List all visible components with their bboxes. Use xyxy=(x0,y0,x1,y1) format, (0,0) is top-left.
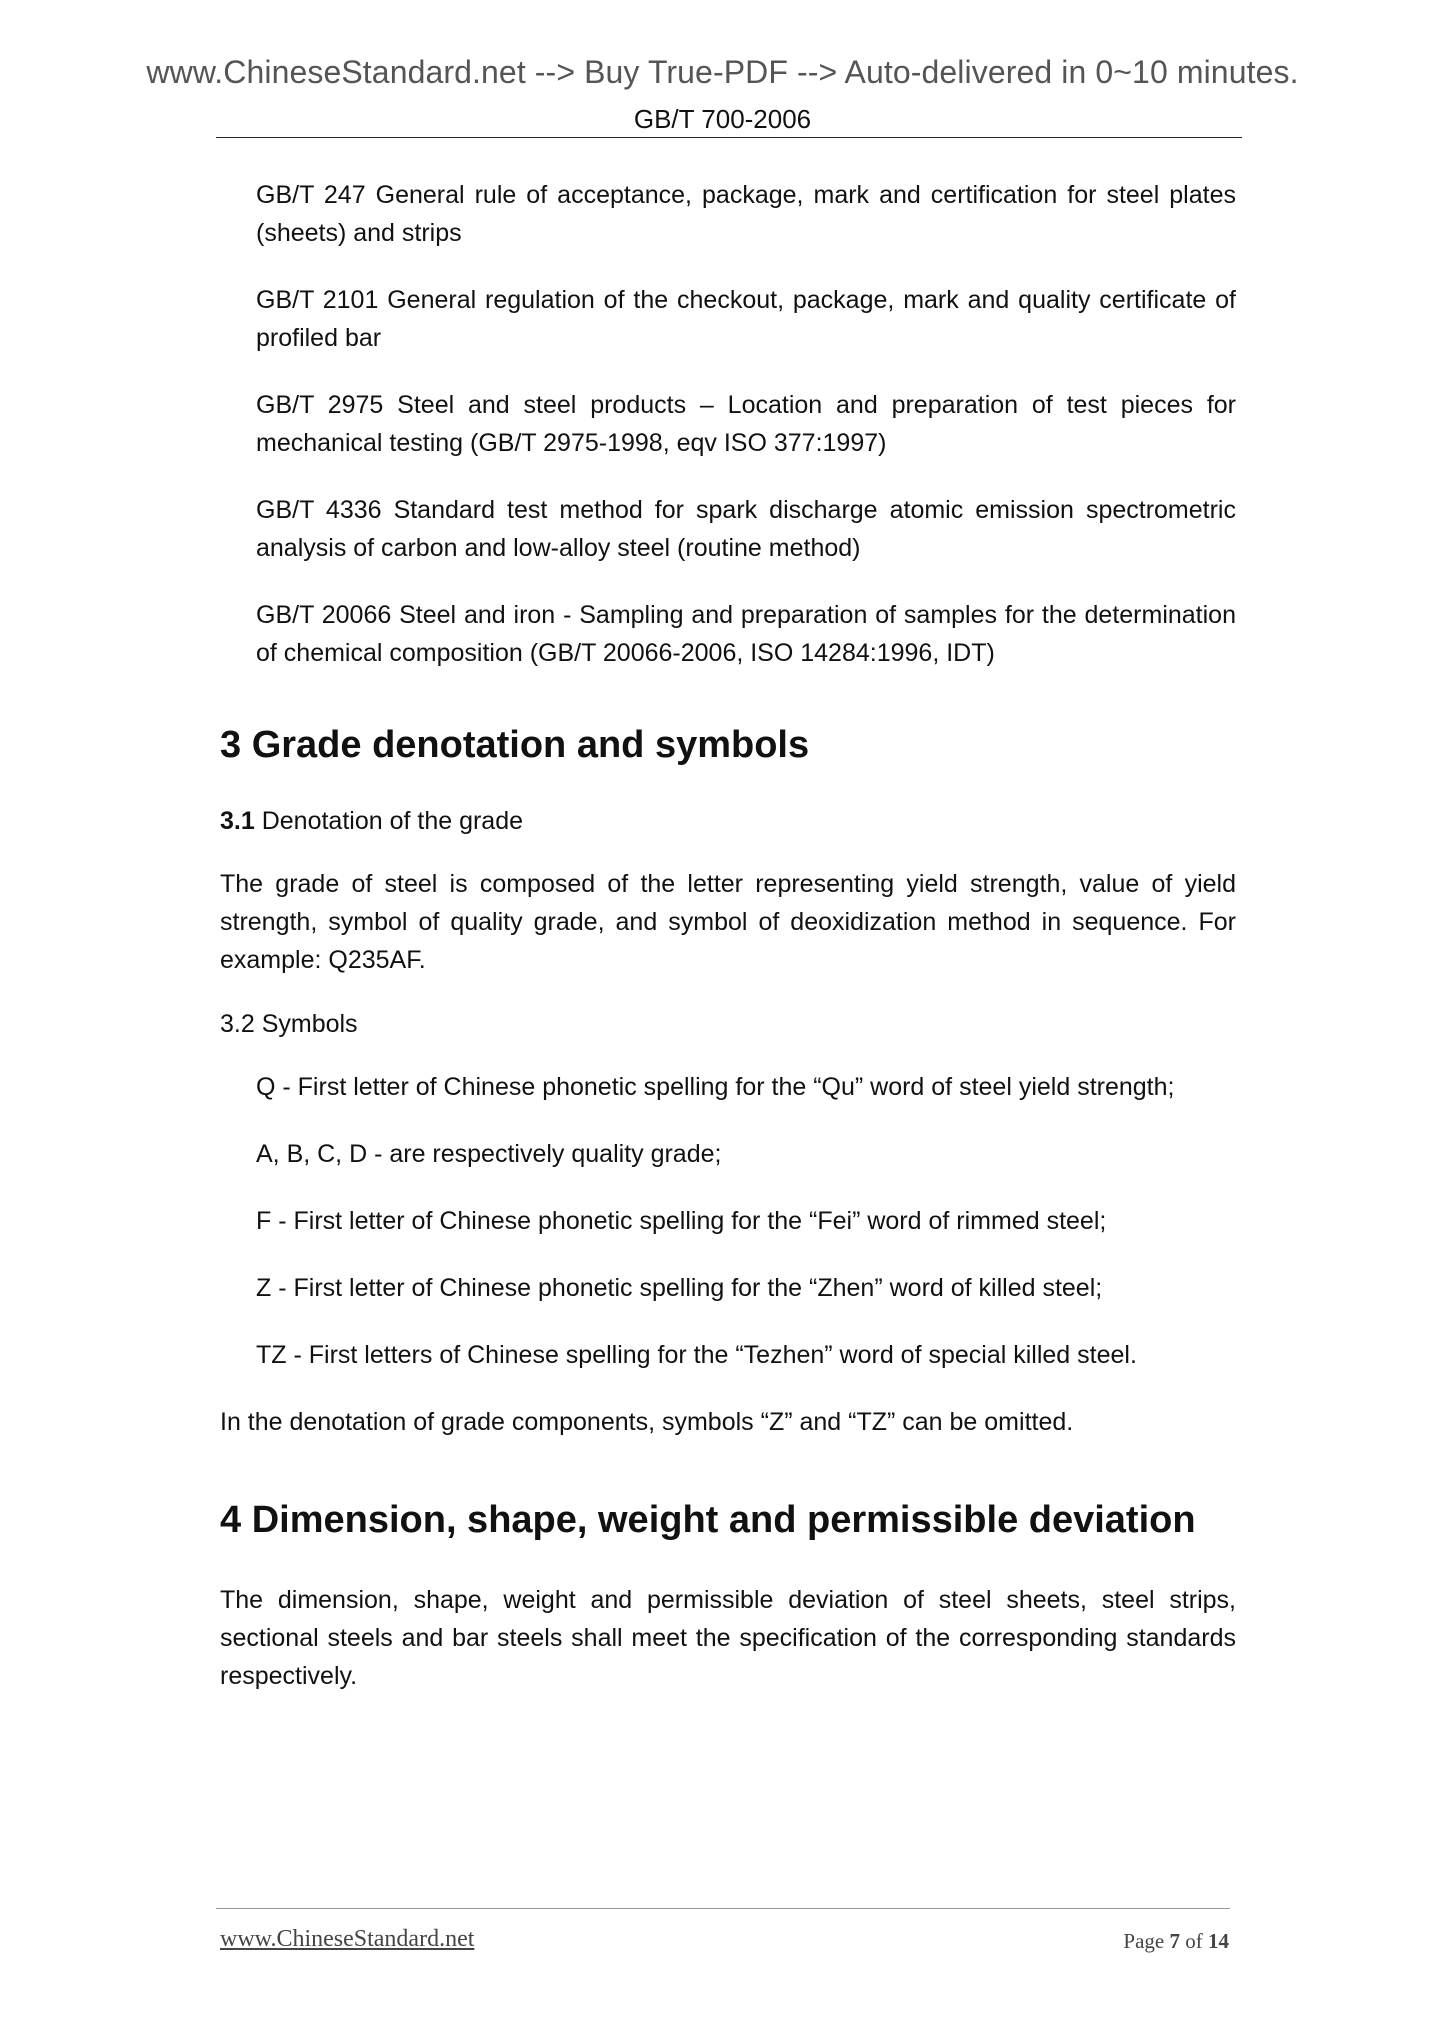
symbol-quality-grades: A, B, C, D - are respectively quality grade; xyxy=(256,1140,722,1168)
section-3-heading: 3 Grade denotation and symbols xyxy=(220,724,810,766)
omission-note: In the denotation of grade components, symbols “Z” and “TZ” can be omitted. xyxy=(220,1408,1074,1436)
reference-gbt-4336: GB/T 4336 Standard test method for spark discharge atomic emission spectrometric analysis of carbon and low-alloy steel (routine method) xyxy=(256,496,1236,562)
subsection-3-1-number: 3.1 xyxy=(220,807,255,835)
symbol-q: Q - First letter of Chinese phonetic spelling for the “Qu” word of steel yield strength; xyxy=(256,1073,1175,1101)
header-divider xyxy=(216,137,1242,138)
symbol-z: Z - First letter of Chinese phonetic spelling for the “Zhen” word of killed steel; xyxy=(256,1274,1103,1302)
dimension-paragraph: The dimension, shape, weight and permissible deviation of steel sheets, steel strips, sectional steels and bar steels shall meet the specification of the corresponding standards respectively. xyxy=(220,1586,1236,1690)
reference-gbt-247: GB/T 247 General rule of acceptance, package, mark and certification for steel plates (sheets) and strips xyxy=(256,181,1236,247)
standard-number: GB/T 700-2006 xyxy=(633,104,812,134)
subsection-3-1-title: Denotation of the grade xyxy=(261,807,524,835)
page-prefix: Page xyxy=(1123,1929,1165,1953)
subsection-3-2-heading: 3.2 Symbols xyxy=(220,1010,358,1038)
symbol-f: F - First letter of Chinese phonetic spelling for the “Fei” word of rimmed steel; xyxy=(256,1207,1107,1235)
footer-website-link[interactable]: www.ChineseStandard.net xyxy=(220,1926,475,1952)
page-total: 14 xyxy=(1208,1929,1229,1953)
subsection-3-1-heading xyxy=(220,802,1236,840)
reference-gbt-2975: GB/T 2975 Steel and steel products – Location and preparation of test pieces for mechanical testing (GB/T 2975-1998, eqv ISO 377:1997) xyxy=(256,391,1236,457)
header-banner: www.ChineseStandard.net --> Buy True-PDF --> Auto-delivered in 0~10 minutes. xyxy=(146,54,1299,90)
grade-denotation-paragraph: The grade of steel is composed of the letter representing yield strength, value of yield strength, symbol of quality grade, and symbol of deoxidization method in sequence. For example: Q235AF. xyxy=(220,870,1236,974)
page-of: of xyxy=(1185,1929,1203,1953)
symbol-tz: TZ - First letters of Chinese spelling for the “Tezhen” word of special killed steel. xyxy=(256,1341,1137,1369)
page-current: 7 xyxy=(1169,1929,1180,1953)
section-4-heading: 4 Dimension, shape, weight and permissible deviation xyxy=(220,1499,1196,1541)
page-body xyxy=(220,176,1236,1721)
footer-divider xyxy=(216,1908,1230,1909)
page-number xyxy=(1123,1929,1229,1954)
reference-gbt-2101: GB/T 2101 General regulation of the checkout, package, mark and quality certificate of profiled bar xyxy=(256,286,1236,352)
reference-gbt-20066: GB/T 20066 Steel and iron - Sampling and preparation of samples for the determination of chemical composition (GB/T 20066-2006, ISO 14284:1996, IDT) xyxy=(256,601,1236,667)
